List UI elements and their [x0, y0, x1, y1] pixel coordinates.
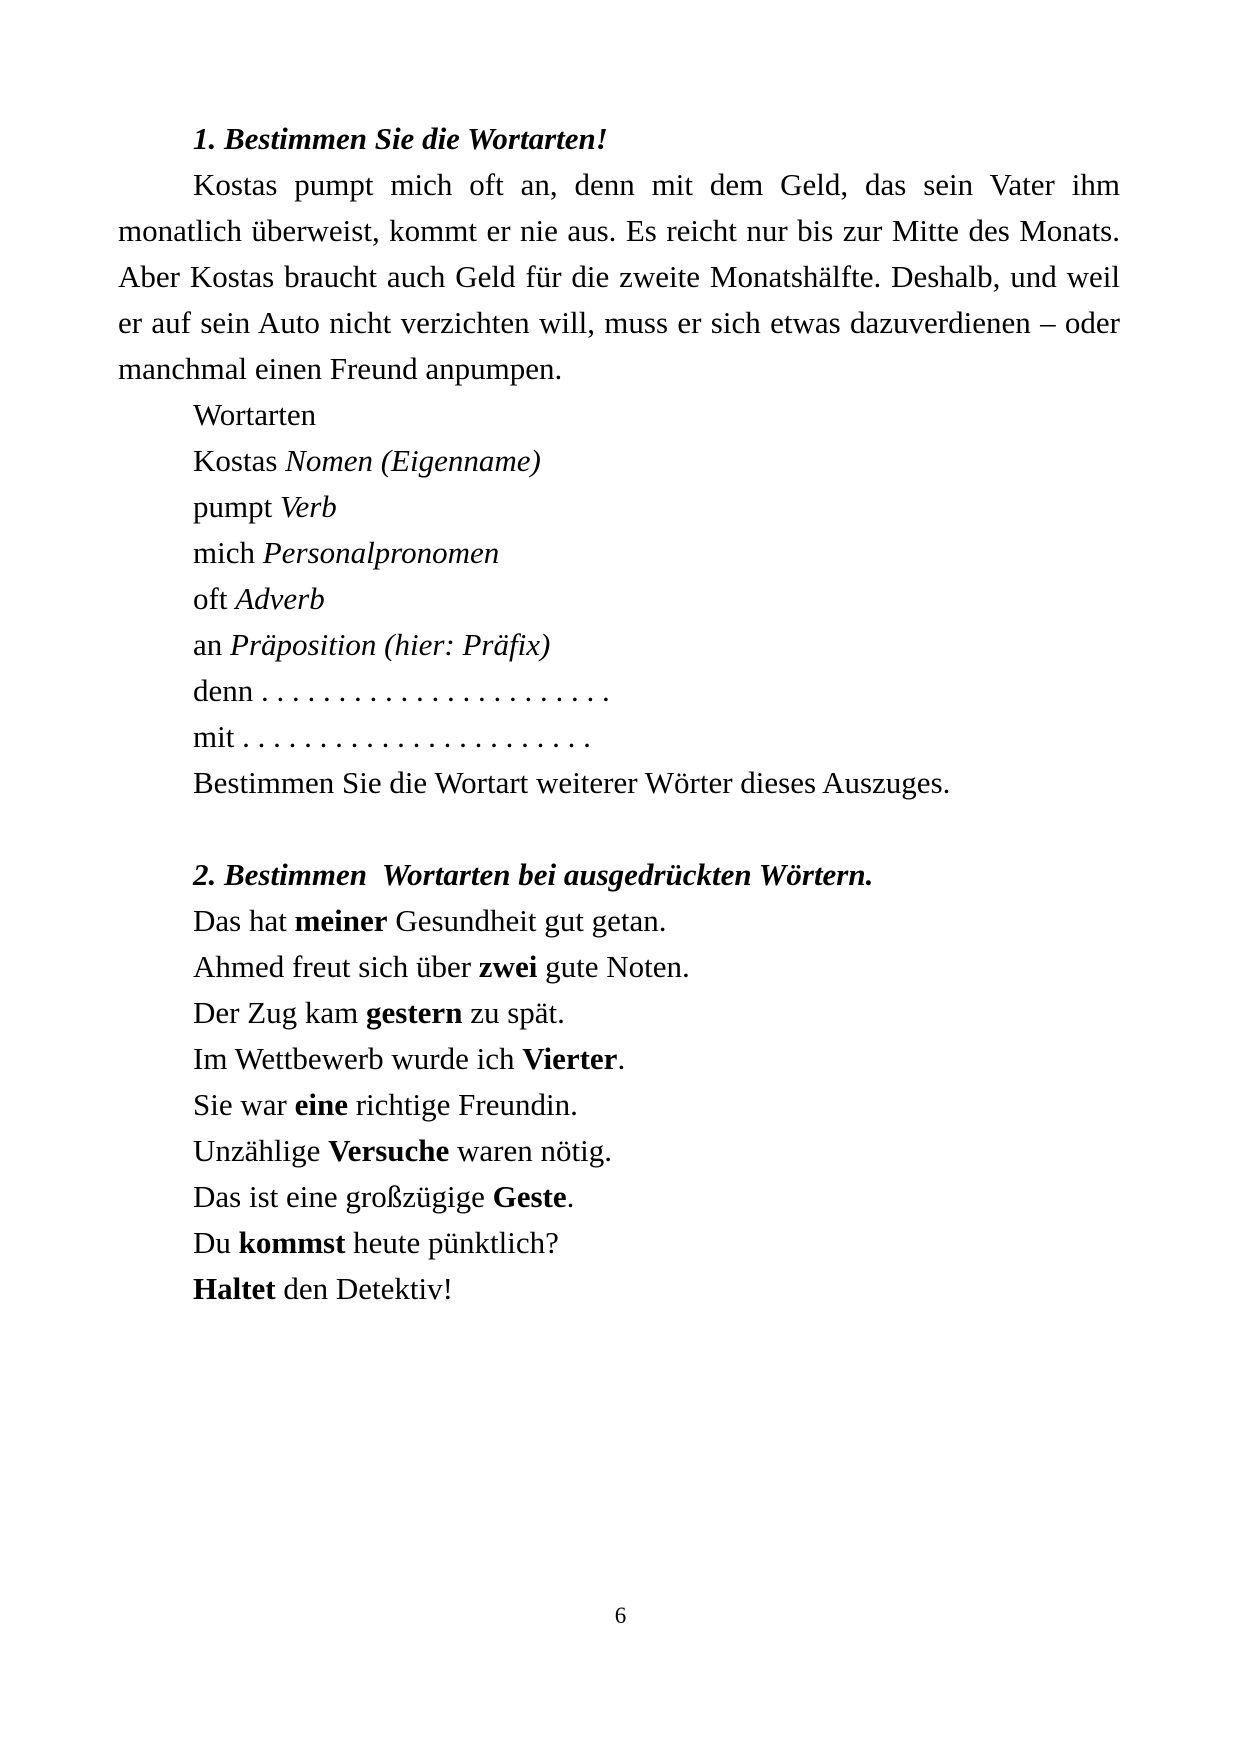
sentence-text: Du — [193, 1225, 239, 1260]
sentence-text: . — [617, 1041, 626, 1076]
word-type-item — [118, 530, 1120, 576]
exercise-1-heading: 1. Bestimmen Sie die Wortarten! — [193, 121, 608, 156]
item-blank: . . . . . . . . . . . . . . . . . . . . . . . — [242, 719, 591, 754]
exercise-1-instruction: Bestimmen Sie die Wortart weiterer Wörter dieses Auszuges. — [193, 765, 951, 800]
highlighted-word: meiner — [294, 903, 388, 938]
word-type-item — [118, 576, 1120, 622]
item-type: Personalpronomen — [262, 535, 500, 570]
sentence — [118, 944, 1120, 990]
item-type: Nomen (Eigenname) — [285, 443, 541, 478]
exercise-1-paragraph: Kostas pumpt mich oft an, denn mit dem Geld, das sein Vater ihm monatlich überweist, kommt er nie aus. Es reicht nur bis zur Mitte des Monats. Aber Kostas braucht auch Geld für die zweite Monatshälfte. Deshalb, und weil er auf sein Auto nicht verzichten will, muss er sich etwas dazuverdienen – oder manchmal einen Freund anpumpen. — [118, 167, 1120, 386]
sentence-text: zu spät. — [462, 995, 565, 1030]
sentence — [118, 1174, 1120, 1220]
item-type: Verb — [279, 489, 337, 524]
item-blank: . . . . . . . . . . . . . . . . . . . . . . . — [261, 673, 610, 708]
word-type-item — [118, 484, 1120, 530]
exercise-2-heading: 2. Bestimmen Wortarten bei ausgedrückten Wörtern. — [193, 857, 874, 892]
sentence-text: Unzählige — [193, 1133, 329, 1168]
item-word: mich — [193, 535, 255, 570]
sentence-text: den Detektiv! — [275, 1271, 453, 1306]
sentence — [118, 1082, 1120, 1128]
page-number: 6 — [614, 1603, 627, 1628]
item-type: Adverb — [235, 581, 325, 616]
word-type-item — [118, 714, 1120, 760]
sentence-text: richtige Freundin. — [347, 1087, 578, 1122]
sentence — [118, 1036, 1120, 1082]
item-word: denn — [193, 673, 254, 708]
highlighted-word: Vierter — [522, 1041, 618, 1076]
highlighted-word: Haltet — [193, 1271, 276, 1306]
item-word: oft — [193, 581, 228, 616]
sentence-text: gute Noten. — [537, 949, 690, 984]
sentence-text: Der Zug kam — [193, 995, 367, 1030]
word-types-title: Wortarten — [193, 397, 317, 432]
highlighted-word: kommst — [238, 1225, 346, 1260]
item-word: Kostas — [193, 443, 278, 478]
section-spacer — [118, 806, 1120, 852]
sentence-text: Im Wettbewerb wurde ich — [193, 1041, 523, 1076]
sentence-text: . — [566, 1179, 575, 1214]
sentence — [118, 1220, 1120, 1266]
word-type-item — [118, 668, 1120, 714]
sentence-text: Das ist eine großzügige — [193, 1179, 493, 1214]
item-type: Präposition (hier: Präfix) — [230, 627, 551, 662]
sentence-text: Sie war — [193, 1087, 295, 1122]
sentence-text: waren nötig. — [449, 1133, 612, 1168]
item-word: an — [193, 627, 223, 662]
word-type-item — [118, 622, 1120, 668]
item-word: pumpt — [193, 489, 273, 524]
sentence-text: heute pünktlich? — [345, 1225, 559, 1260]
highlighted-word: gestern — [366, 995, 463, 1030]
sentence — [118, 1266, 1120, 1312]
highlighted-word: eine — [294, 1087, 348, 1122]
sentence — [118, 1128, 1120, 1174]
page-content — [118, 116, 1120, 1312]
word-type-item — [118, 438, 1120, 484]
highlighted-word: Versuche — [328, 1133, 450, 1168]
item-word: mit — [193, 719, 235, 754]
sentence — [118, 898, 1120, 944]
sentence-text: Ahmed freut sich über — [193, 949, 479, 984]
sentence — [118, 990, 1120, 1036]
highlighted-word: Geste — [492, 1179, 567, 1214]
sentence-text: Gesundheit gut getan. — [387, 903, 667, 938]
sentence-text: Das hat — [193, 903, 295, 938]
highlighted-word: zwei — [478, 949, 538, 984]
